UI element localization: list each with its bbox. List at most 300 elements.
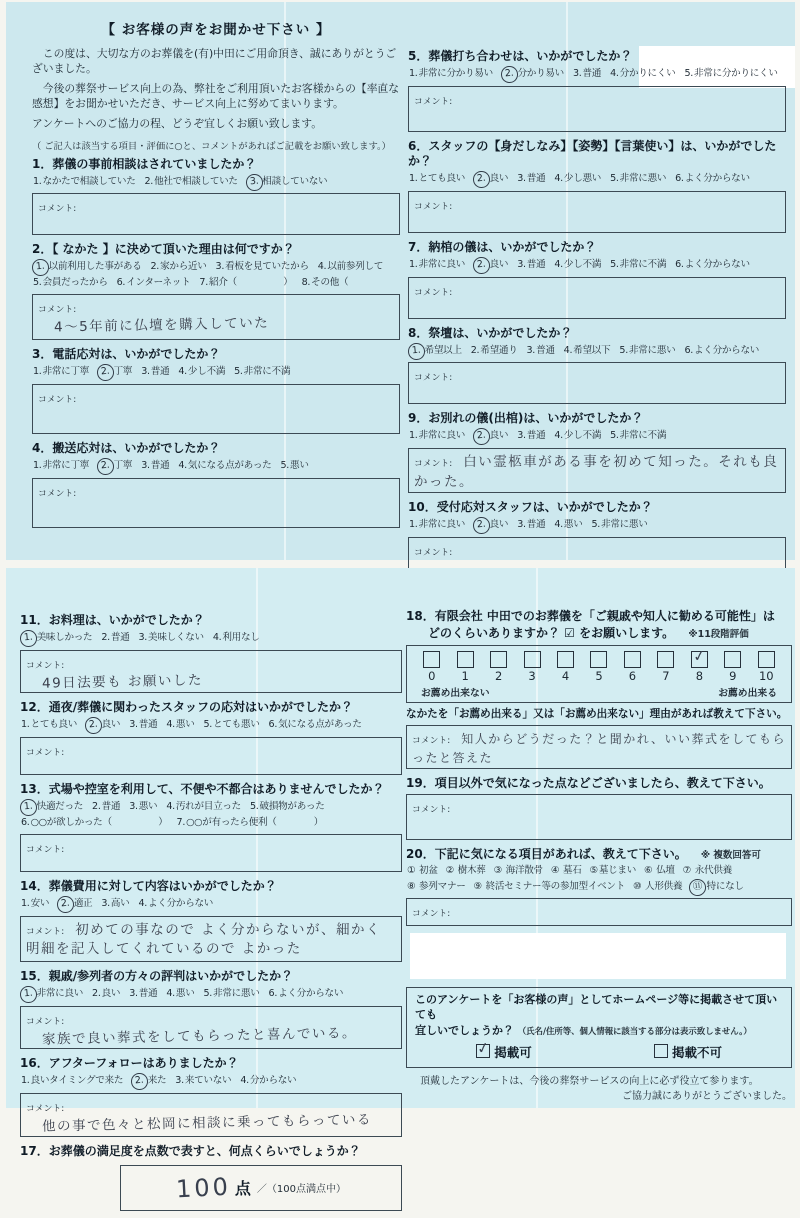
nps-left-label: お薦め出来ない bbox=[421, 688, 490, 699]
question-19-comment-box bbox=[406, 794, 792, 840]
option: 2. 分かり易い bbox=[501, 66, 564, 83]
option-number: 4. bbox=[317, 261, 327, 273]
question-16-comment-box bbox=[20, 1093, 402, 1137]
circled-option-number: 1. bbox=[31, 259, 49, 277]
option: 5.とても悪い bbox=[203, 718, 260, 733]
scale-cell bbox=[649, 651, 682, 683]
circled-option-number: 3. bbox=[245, 173, 263, 191]
question-16-title: 16．アフターフォローはありましたか？ bbox=[20, 1056, 239, 1071]
scale-value: 5 bbox=[595, 669, 603, 683]
question-11-comment-box bbox=[20, 650, 402, 694]
option: 2. 良い bbox=[473, 257, 508, 274]
option: 1.とても良い bbox=[408, 172, 465, 187]
option-number: 3. bbox=[129, 987, 138, 999]
question-19-title: 19．項目以外で気になった点などございましたら、教えて下さい。 bbox=[406, 775, 771, 790]
option-number: 1. bbox=[33, 366, 42, 378]
question-2-title: 2．【 なかた 】に決めて頂いた理由は何ですか？ bbox=[32, 242, 295, 257]
option: 2. 適正 bbox=[57, 896, 92, 913]
option: ② 樹木葬 bbox=[445, 864, 486, 879]
scale-value: 10 bbox=[758, 669, 774, 683]
comment-label: コメント: bbox=[26, 748, 65, 759]
satisfaction-score-box bbox=[120, 1165, 402, 1211]
option: 3.普通 bbox=[516, 172, 545, 187]
checkbox-icon bbox=[654, 1044, 668, 1058]
question-16 bbox=[20, 1056, 402, 1136]
question-1-title: 1．葬儀の事前相談はされていましたか？ bbox=[32, 156, 257, 171]
option-number: 4. bbox=[138, 897, 148, 909]
option: 3. 相談していない bbox=[246, 174, 328, 191]
option-number: ⑦ bbox=[682, 864, 691, 876]
option-number: 7. bbox=[176, 817, 186, 829]
question-15-options bbox=[20, 986, 402, 1003]
option-number: 6. bbox=[684, 344, 693, 356]
option: 1. 美味しかった bbox=[20, 630, 92, 647]
question-10-title: 10．受付応対スタッフは、いかがでしたか？ bbox=[408, 500, 653, 515]
question-15 bbox=[20, 969, 402, 1049]
option: 6.よく分からない bbox=[674, 172, 750, 187]
option-number: ② bbox=[445, 864, 454, 876]
question-20-comment-box bbox=[406, 898, 792, 926]
question-5-comment-box bbox=[408, 86, 786, 132]
option: 4.少し悪い bbox=[553, 172, 601, 187]
option: 5.非常に悪い bbox=[591, 518, 648, 533]
question-19 bbox=[406, 776, 792, 840]
circled-option-number: 2. bbox=[56, 895, 74, 913]
question-6-comment-box bbox=[408, 191, 786, 233]
checkbox-icon bbox=[557, 651, 574, 668]
option: 6.気になる点があった bbox=[268, 718, 362, 733]
comment-label: コメント: bbox=[38, 305, 77, 316]
option: 2.普通 bbox=[100, 631, 129, 646]
option-number: 4. bbox=[166, 987, 175, 999]
circled-option-number: 2. bbox=[96, 457, 114, 475]
question-14-options bbox=[20, 896, 402, 913]
circled-option-number: 2. bbox=[472, 428, 490, 446]
option: 3.普通 bbox=[516, 258, 545, 273]
question-2 bbox=[32, 242, 400, 340]
question-5-title: 5．葬儀打ち合わせは、いかがでしたか？ bbox=[408, 49, 633, 63]
option-number: 2. bbox=[92, 801, 101, 813]
option-number: 3. bbox=[517, 519, 526, 531]
option: 1. 非常に良い bbox=[20, 986, 83, 1003]
option: ① 初盆 bbox=[406, 864, 438, 879]
option-number: 2. bbox=[150, 261, 160, 273]
circled-option-number: 1. bbox=[19, 985, 37, 1003]
option: 1.とても良い bbox=[20, 718, 77, 733]
question-15-comment-box bbox=[20, 1006, 402, 1050]
question-10-options bbox=[408, 517, 786, 534]
comment-label: コメント: bbox=[414, 201, 453, 212]
scale-value: 2 bbox=[494, 669, 503, 683]
scale-cell bbox=[515, 651, 548, 683]
comment-label: コメント: bbox=[412, 735, 451, 746]
option: 8.その他（ bbox=[301, 276, 349, 291]
option: 6.よく分からない bbox=[268, 987, 344, 1002]
option-number: 1. bbox=[21, 1075, 30, 1087]
circled-option-number: ⑪ bbox=[689, 878, 708, 896]
question-18-scale-note: ※11段階評価 bbox=[688, 629, 749, 640]
question-15-title: 15．親戚/参列者の方々の評判はいかがでしたか？ bbox=[20, 968, 294, 983]
score-handwritten-value: 100 bbox=[175, 1172, 232, 1203]
option: 4.悪い bbox=[553, 518, 582, 533]
option-number: 4. bbox=[166, 719, 175, 731]
circled-option-number: 1. bbox=[19, 629, 37, 647]
option: 5.非常に不満 bbox=[609, 429, 666, 444]
scale-cell bbox=[616, 651, 649, 683]
option-number: 3. bbox=[517, 172, 526, 184]
option: 2. 丁寧 bbox=[97, 364, 132, 381]
option-number: 3. bbox=[517, 258, 526, 270]
option: 2.希望通り bbox=[470, 344, 518, 359]
circled-option-number: 2. bbox=[130, 1072, 148, 1090]
checkbox-icon bbox=[624, 651, 641, 668]
option: 3.看板を見ていたから bbox=[215, 260, 309, 275]
checkbox-icon bbox=[657, 651, 674, 668]
option-number: 5. bbox=[249, 801, 259, 813]
question-18-comment-box bbox=[406, 725, 792, 769]
option: 1. 以前利用した事がある bbox=[32, 259, 142, 276]
circled-option-number: 1. bbox=[19, 799, 37, 817]
option-number: 5. bbox=[203, 719, 213, 731]
option-number: ④ bbox=[550, 864, 560, 876]
question-7-title: 7．納棺の儀は、いかがでしたか？ bbox=[408, 239, 597, 254]
option: 1.非常に良い bbox=[408, 518, 465, 533]
question-17 bbox=[20, 1144, 402, 1211]
checkbox-icon bbox=[490, 651, 507, 668]
option: 4.以前参列して bbox=[317, 260, 383, 275]
question-17-title: 17．お葬儀の満足度を点数で表すと、何点くらいでしょうか？ bbox=[20, 1143, 361, 1158]
question-7-options bbox=[408, 257, 786, 274]
option: 5.非常に悪い bbox=[609, 172, 666, 187]
option-number: 3. bbox=[138, 632, 148, 643]
option-number: 6. bbox=[21, 817, 30, 829]
nps-right-label: お薦め出来る bbox=[718, 688, 777, 699]
comment-label: コメント: bbox=[38, 204, 77, 215]
question-16-handwritten-comment: 他の事で色々と松岡に相談に乗ってもらっている bbox=[41, 1111, 373, 1135]
option: 4.気になる点があった bbox=[177, 459, 271, 474]
option: ⑩ 人形供養 bbox=[632, 880, 682, 895]
checked-checkbox-icon bbox=[691, 651, 708, 668]
option: 2. 良い bbox=[473, 428, 508, 445]
option-number: 3. bbox=[517, 430, 526, 442]
option-number: 3. bbox=[572, 68, 582, 79]
option-number: 6. bbox=[268, 987, 278, 999]
question-14-comment-box bbox=[20, 916, 402, 962]
option: 2. 良い bbox=[473, 517, 508, 534]
option-number: 8. bbox=[301, 277, 311, 289]
question-2-comment-box bbox=[32, 294, 400, 340]
question-2-handwritten-comment: 4〜5年前に仏壇を購入していた bbox=[53, 315, 270, 336]
option: ⑥ 仏壇 bbox=[643, 864, 675, 879]
question-4-comment-box bbox=[32, 478, 400, 528]
option: ⑦ 永代供養 bbox=[682, 864, 732, 879]
question-20-title bbox=[406, 847, 792, 862]
option: 4.少し不満 bbox=[553, 258, 601, 273]
comment-label: コメント: bbox=[38, 394, 77, 405]
comment-label: コメント: bbox=[38, 488, 77, 499]
nps-reason-prompt: なかたを「お薦め出来る」又は「お薦め出来ない」理由があれば教えて下さい。 bbox=[406, 708, 788, 720]
option-number: 5. bbox=[610, 430, 619, 442]
circled-option-number: 2. bbox=[472, 170, 490, 188]
option: 4.悪い bbox=[165, 718, 194, 733]
circled-option-number: 2. bbox=[96, 363, 114, 381]
scale-value: 7 bbox=[662, 669, 670, 683]
question-12-title: 12．通夜/葬儀に関わったスタッフの応対はいかがでしたか？ bbox=[20, 700, 353, 715]
comment-label: コメント: bbox=[26, 1016, 65, 1027]
question-13-comment-box bbox=[20, 834, 402, 872]
option: ⑤墓じまい bbox=[589, 864, 637, 879]
option-number: 1. bbox=[409, 519, 418, 531]
option-number: ⑧ bbox=[407, 880, 416, 892]
checkbox-icon bbox=[457, 651, 474, 668]
question-20-note: ※ 複数回答可 bbox=[700, 849, 761, 861]
question-6-options bbox=[408, 171, 786, 188]
option-number: 5. bbox=[610, 258, 619, 270]
question-12-comment-box bbox=[20, 737, 402, 775]
option: 2. 良い bbox=[473, 171, 508, 188]
option-number: 4. bbox=[240, 1075, 249, 1087]
option: 4.分かりにくい bbox=[609, 67, 675, 82]
option: 5.悪い bbox=[279, 459, 308, 474]
option: 7.紹介（ ） bbox=[198, 276, 292, 291]
option-number: 5. bbox=[234, 366, 243, 378]
option: 4.よく分からない bbox=[137, 897, 213, 912]
page2-left-column bbox=[20, 608, 402, 1218]
option-number: 5. bbox=[591, 519, 601, 531]
option: 5.非常に悪い bbox=[203, 987, 260, 1002]
question-4 bbox=[32, 441, 400, 528]
option-number: 3. bbox=[129, 719, 138, 731]
checkbox-icon bbox=[758, 651, 775, 668]
option-number: 1. bbox=[33, 175, 42, 187]
consent-privacy-note: （氏名/住所等、個人情報に該当する部分は表示致しません。） bbox=[517, 1026, 752, 1037]
option-number: 4. bbox=[554, 519, 563, 531]
scale-value: 4 bbox=[561, 669, 570, 683]
circled-option-number: 2. bbox=[472, 517, 490, 535]
question-11-title: 11．お料理は、いかがでしたか？ bbox=[20, 613, 205, 627]
option: ⑧ 参列マナー bbox=[406, 880, 466, 895]
option-number: 2. bbox=[144, 175, 154, 187]
option: 2. 丁寧 bbox=[97, 458, 132, 475]
question-13-title: 13．式場や控室を利用して、不便や不都合はありませんでしたか？ bbox=[20, 782, 385, 797]
option: 1. 希望以上 bbox=[408, 343, 462, 360]
comment-label: コメント: bbox=[26, 660, 65, 671]
question-8-options bbox=[408, 343, 786, 360]
option-number: 4. bbox=[563, 344, 573, 356]
option: 4.利用なし bbox=[212, 631, 260, 646]
option-number: 3. bbox=[101, 897, 110, 909]
survey-page-2 bbox=[6, 568, 795, 1203]
question-9-handwritten-comment: 白い霊柩車がある事を初めて知った。それも良かった。 bbox=[414, 454, 779, 490]
option-number: ① bbox=[407, 864, 416, 876]
option: 3.普通 bbox=[140, 459, 169, 474]
score-unit-label: 点 bbox=[234, 1179, 251, 1199]
circled-option-number: 2. bbox=[472, 256, 490, 274]
comment-label: コメント: bbox=[26, 844, 65, 855]
question-9-title: 9．お別れの儀(出棺)は、いかがでしたか？ bbox=[408, 411, 644, 426]
scale-cell bbox=[716, 651, 749, 683]
question-13 bbox=[20, 782, 402, 872]
option-number: 3. bbox=[129, 801, 138, 813]
nps-scale bbox=[406, 645, 792, 703]
question-1 bbox=[32, 157, 400, 236]
question-3-title: 3．電話応対は、いかがでしたか？ bbox=[32, 347, 221, 362]
option: 1.非常に丁寧 bbox=[32, 365, 89, 380]
question-8-title: 8．祭壇は、いかがでしたか？ bbox=[408, 325, 573, 340]
option: 2.他社で相談していた bbox=[144, 175, 238, 190]
option-number: 1. bbox=[33, 459, 42, 471]
option: 5.会員だったから bbox=[32, 276, 108, 291]
option: 3.普通 bbox=[128, 987, 157, 1002]
comment-label: コメント: bbox=[414, 287, 453, 298]
page1-right-column bbox=[408, 44, 786, 609]
checkbox-icon bbox=[724, 651, 741, 668]
scale-value: 0 bbox=[428, 669, 436, 683]
circled-option-number: 1. bbox=[407, 342, 425, 360]
option: 4.少し不満 bbox=[177, 365, 225, 380]
option-number: ⑩ bbox=[633, 880, 642, 892]
option-number: 4. bbox=[178, 366, 187, 378]
option: 3.普通 bbox=[516, 518, 545, 533]
option-number: 4. bbox=[166, 801, 175, 813]
option-number: 3. bbox=[215, 261, 225, 273]
intro-paragraph-2: 今後の葬祭サービス向上の為、弊社をご利用頂いたお客様からの【率直な感想】をお聞かせいただき、サービス向上に努めてまいります。 bbox=[32, 82, 400, 111]
option-number: ⑥ bbox=[644, 864, 653, 876]
checkbox-icon bbox=[423, 651, 440, 668]
comment-label: コメント: bbox=[412, 804, 451, 815]
option-number: 1. bbox=[21, 897, 30, 909]
option-number: 4. bbox=[554, 172, 563, 184]
scale-cell bbox=[549, 651, 582, 683]
option-number: 6. bbox=[675, 172, 684, 184]
question-4-title: 4．搬送応対は、いかがでしたか？ bbox=[32, 440, 221, 455]
option: 6.インターネット bbox=[116, 276, 191, 291]
option-number: 3. bbox=[175, 1075, 184, 1087]
option: 7.○○が有ったら便利（ ） bbox=[176, 816, 324, 831]
scale-cell bbox=[448, 651, 481, 683]
question-3-comment-box bbox=[32, 384, 400, 434]
option: ⑪ 特になし bbox=[689, 879, 743, 896]
option-number: 4. bbox=[212, 632, 222, 643]
option: 2.家から近い bbox=[150, 260, 207, 275]
option: 3.美味しくない bbox=[137, 631, 203, 646]
survey-title: 【 お客様の声をお聞かせ下さい 】 bbox=[101, 22, 331, 38]
question-18-title-text: どのくらいありますか？ ☑ をお願いします。 bbox=[428, 626, 675, 640]
question-14-title: 14．葬儀費用に対して内容はいかがでしたか？ bbox=[20, 878, 277, 893]
fill-instruction-note: （ ご記入は該当する項目・評価に○と、コメントがあればご記載をお願い致します。） bbox=[32, 140, 391, 152]
option: 6.○○が欲しかった（ ） bbox=[20, 816, 168, 831]
scale-value: 6 bbox=[628, 669, 637, 683]
option: 5.非常に不満 bbox=[609, 258, 666, 273]
checkbox-icon bbox=[524, 651, 541, 668]
circled-option-number: 2. bbox=[500, 65, 518, 83]
option-number: 1. bbox=[409, 430, 418, 442]
question-13-options bbox=[20, 799, 402, 831]
option-number: 2. bbox=[470, 344, 480, 356]
option-number: 1. bbox=[409, 172, 418, 184]
option-number: 4. bbox=[610, 68, 619, 79]
option: 3.高い bbox=[100, 897, 129, 912]
consent-option: 掲載不可 bbox=[654, 1043, 722, 1061]
option-number: ⑤ bbox=[589, 864, 598, 876]
comment-label: コメント: bbox=[26, 1104, 65, 1115]
option-number: ⑨ bbox=[473, 880, 482, 892]
option-number: 4. bbox=[554, 258, 563, 270]
option: ⑨ 終活セミナー等の参加型イベント bbox=[473, 880, 625, 895]
question-18-title-line2 bbox=[406, 626, 792, 641]
option: 1.安い bbox=[20, 897, 49, 912]
scale-cell bbox=[750, 651, 783, 683]
option-number: 2. bbox=[92, 987, 101, 999]
option: 1.なかたで相談していた bbox=[32, 175, 136, 190]
comment-label: コメント: bbox=[26, 926, 65, 937]
intro-paragraph-3: アンケートへのご協力の程、どうぞ宜しくお願い致します。 bbox=[32, 117, 323, 131]
question-4-options bbox=[32, 458, 400, 475]
question-11-options bbox=[20, 630, 402, 647]
intro-paragraph-1: この度は、大切な方のお葬儀を(有)中田にご用命頂き、誠にありがとうございました。 bbox=[32, 47, 397, 76]
option-number: 3. bbox=[141, 366, 150, 378]
option: 2.普通 bbox=[91, 800, 120, 815]
option-number: 1. bbox=[409, 68, 418, 79]
question-20 bbox=[406, 847, 792, 927]
option-number: 5. bbox=[33, 277, 42, 289]
option-number: 4. bbox=[178, 459, 187, 471]
question-1-options bbox=[32, 174, 400, 191]
checked-checkbox-icon bbox=[476, 1044, 490, 1058]
option-number: 7. bbox=[199, 277, 208, 289]
question-11 bbox=[20, 613, 402, 693]
option: 1.非常に良い bbox=[408, 429, 465, 444]
question-8-comment-box bbox=[408, 362, 786, 404]
option: 3.普通 bbox=[572, 67, 601, 82]
option-number: 5. bbox=[619, 344, 628, 356]
option-number: 1. bbox=[21, 719, 30, 731]
score-max-label: ／（100点満点中） bbox=[256, 1184, 346, 1196]
option: 3.普通 bbox=[140, 365, 169, 380]
scale-value: 1 bbox=[461, 669, 469, 683]
comment-label: コメント: bbox=[414, 96, 453, 107]
question-18 bbox=[406, 609, 792, 769]
option-number: 5. bbox=[203, 987, 213, 999]
option: 4.悪い bbox=[165, 987, 194, 1002]
option: 2.良い bbox=[91, 987, 120, 1002]
question-14 bbox=[20, 879, 402, 962]
option: 6.よく分からない bbox=[674, 258, 750, 273]
question-7-comment-box bbox=[408, 277, 786, 319]
nps-scale-row bbox=[415, 651, 783, 683]
option: 3.普通 bbox=[128, 718, 157, 733]
option: 5.非常に分かりにくい bbox=[683, 67, 777, 82]
comment-label: コメント: bbox=[414, 459, 453, 470]
option-number: 5. bbox=[610, 172, 619, 184]
option: 6.よく分からない bbox=[683, 344, 759, 359]
question-3 bbox=[32, 347, 400, 434]
question-20-title-text: 20．下記に気になる項目があれば、教えて下さい。 bbox=[406, 846, 687, 861]
question-9-options bbox=[408, 428, 786, 445]
option-number: 6. bbox=[116, 277, 126, 289]
scale-cell bbox=[582, 651, 615, 683]
option: ③ 海洋散骨 bbox=[493, 864, 543, 879]
comment-label: コメント: bbox=[414, 548, 453, 559]
option-number: 5. bbox=[684, 68, 693, 79]
question-16-options bbox=[20, 1073, 402, 1090]
option: 1.非常に分かり易い bbox=[408, 67, 493, 82]
question-7 bbox=[408, 240, 786, 319]
question-12-options bbox=[20, 717, 402, 734]
option-number: 6. bbox=[268, 719, 278, 731]
question-6 bbox=[408, 139, 786, 233]
option-number: 4. bbox=[554, 430, 563, 442]
